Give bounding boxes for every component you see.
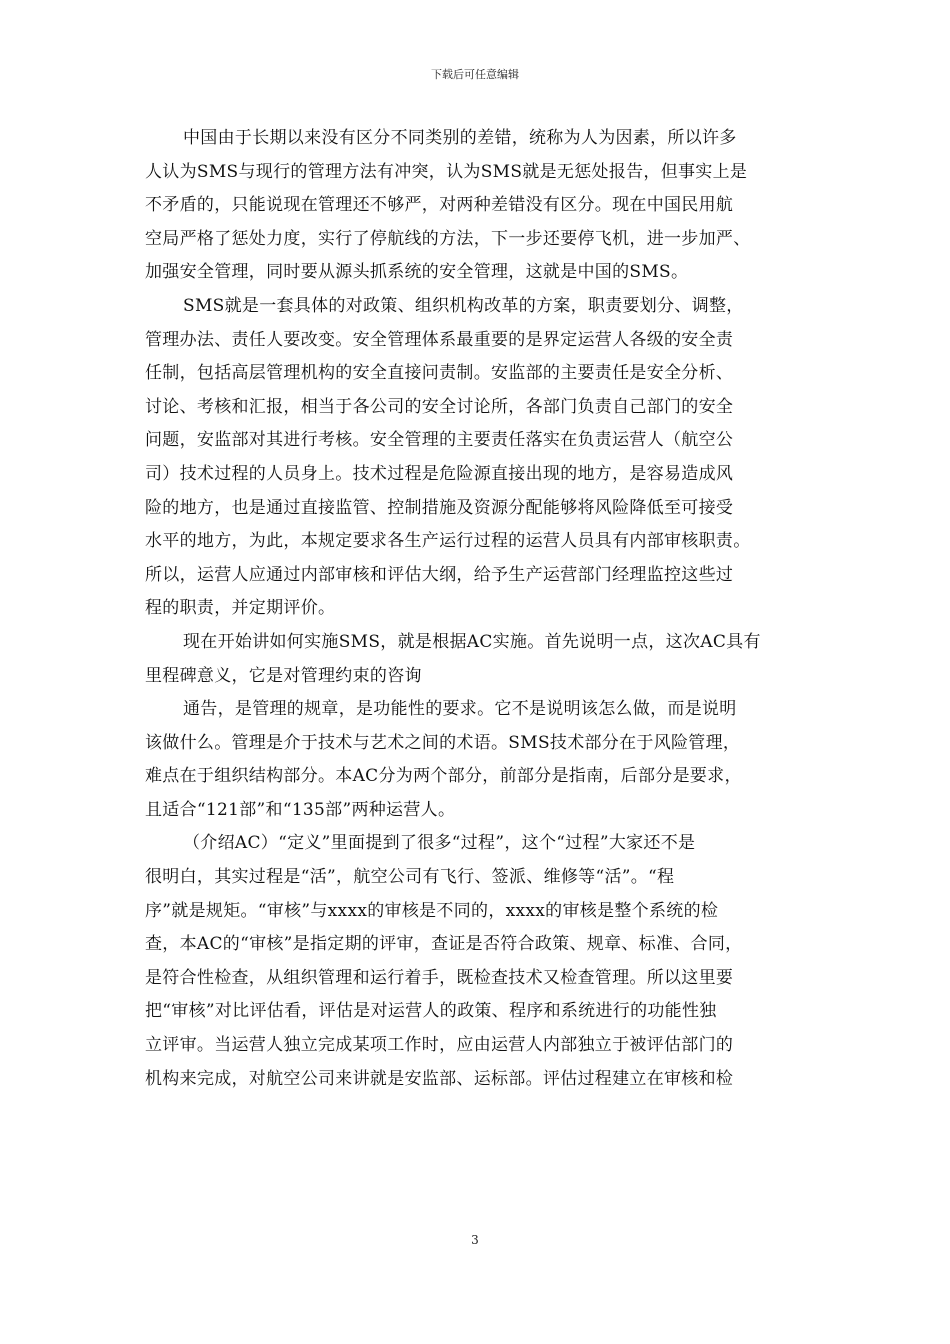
text-line: 立评审。当运营人独立完成某项工作时，应由运营人内部独立于被评估部门的 — [145, 1035, 734, 1056]
text-line: 把“审核”对比评估看，评估是对运营人的政策、程序和系统进行的功能性独 — [145, 1001, 717, 1022]
text-line: 不矛盾的，只能说现在管理还不够严，对两种差错没有区分。现在中国民用航 — [145, 195, 734, 216]
text-line: 险的地方，也是通过直接监管、控制措施及资源分配能够将风险降低至可接受 — [145, 497, 734, 518]
paragraph — [145, 122, 815, 290]
text-line: 是符合性检查，从组织管理和运行着手，既检查技术又检查管理。所以这里要 — [145, 967, 734, 988]
paragraph — [145, 626, 815, 693]
text-line: 里程碑意义，它是对管理约束的咨询 — [145, 665, 422, 686]
text-line: （介绍AC）“定义”里面提到了很多“过程”，这个“过程”大家还不是 — [183, 833, 696, 854]
text-line: 问题，安监部对其进行考核。安全管理的主要责任落实在负责运营人（航空公 — [145, 430, 734, 451]
text-line: 查，本AC的“审核”是指定期的评审，查证是否符合政策、规章、标准、合同， — [145, 934, 743, 955]
text-line: 管理办法、责任人要改变。安全管理体系最重要的是界定运营人各级的安全责 — [145, 329, 734, 350]
text-line: 现在开始讲如何实施SMS，就是根据AC实施。首先说明一点，这次AC具有 — [183, 631, 761, 652]
text-line: 该做什么。管理是介于技术与艺术之间的术语。SMS技术部分在于风险管理， — [145, 732, 741, 753]
text-line: 人认为SMS与现行的管理方法有冲突，认为SMS就是无惩处报告，但事实上是 — [145, 161, 748, 182]
text-line: SMS就是一套具体的对政策、组织机构改革的方案，职责要划分、调整， — [183, 295, 744, 316]
paragraph — [145, 693, 815, 827]
page-header: 下载后可任意编辑 — [431, 68, 519, 81]
text-line: 中国由于长期以来没有区分不同类别的差错，统称为人为因素，所以许多 — [183, 128, 737, 148]
page-number: 3 — [471, 1233, 479, 1247]
text-line: 所以，运营人应通过内部审核和评估大纲，给予生产运营部门经理监控这些过 — [145, 564, 734, 585]
text-line: 且适合“121部”和“135部”两种运营人。 — [145, 799, 456, 820]
paragraph — [145, 290, 815, 626]
text-line: 加强安全管理，同时要从源头抓系统的安全管理，这就是中国的SMS。 — [145, 262, 689, 283]
document-body — [145, 122, 815, 1096]
text-line: 很明白，其实过程是“活”，航空公司有飞行、签派、维修等“活”。“程 — [145, 867, 675, 888]
text-line: 任制，包括高层管理机构的安全直接问责制。安监部的主要责任是安全分析、 — [145, 363, 734, 384]
text-line: 讨论、考核和汇报，相当于各公司的安全讨论所，各部门负责自己部门的安全 — [145, 396, 734, 417]
text-line: 机构来完成，对航空公司来讲就是安监部、运标部。评估过程建立在审核和检 — [145, 1068, 734, 1089]
text-line: 空局严格了惩处力度，实行了停航线的方法，下一步还要停飞机，进一步加严、 — [145, 228, 751, 249]
text-line: 水平的地方，为此，本规定要求各生产运行过程的运营人员具有内部审核职责。 — [145, 531, 751, 552]
text-line: 司）技术过程的人员身上。技术过程是危险源直接出现的地方，是容易造成风 — [145, 463, 734, 484]
text-line: 难点在于组织结构部分。本AC分为两个部分，前部分是指南，后部分是要求， — [145, 766, 742, 787]
text-line: 通告，是管理的规章，是功能性的要求。它不是说明该怎么做，而是说明 — [183, 699, 737, 720]
text-line: 程的职责，并定期评价。 — [145, 598, 336, 619]
text-line: 序”就是规矩。“审核”与xxxx的审核是不同的，xxxx的审核是整个系统的检 — [145, 900, 719, 921]
paragraph — [145, 827, 815, 1096]
